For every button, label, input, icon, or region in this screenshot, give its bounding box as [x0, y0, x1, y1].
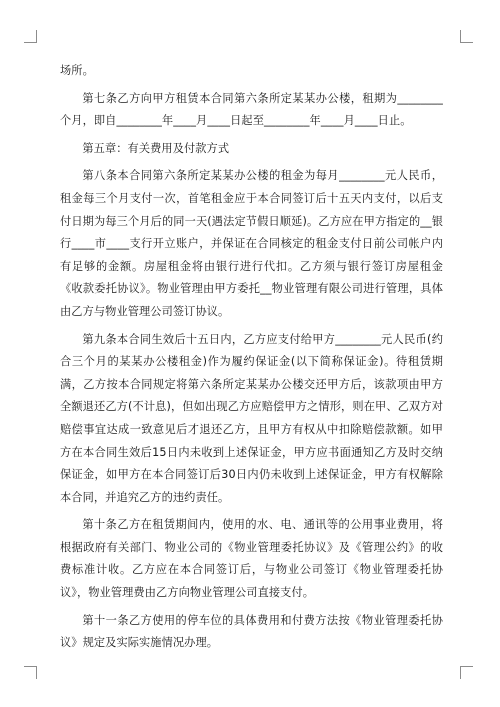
paragraph-article-7: 第七条乙方向甲方租赁本合同第六条所定某某办公楼，租期为________个月，即自________年____月____日起至________年____月____日止。 [60, 91, 443, 128]
page-corner-mark-bottom-left [24, 666, 37, 679]
paragraph-article-8: 第八条本合同第六条所定某某办公楼的租金为每月________元人民币，租金每三个月支付一次，首笔租金应于本合同签订后十五天内支付，以后支付日期为每三个月后的同一天(遇法定节假日顺延)。乙方应在甲方指定的__银行____市____支行开立账户，并保证在合同核定的租金支付日前公司帐户内有足够的金额。房屋租金将由银行进行代扣。乙方须与银行签订房屋租金《收款委托协议》。物业管理由甲方委托__物业管理有限公司进行管理，具体由乙方与物业管理公司签订协议。 [60, 169, 443, 318]
paragraph-continuation: 场所。 [60, 64, 94, 77]
paragraph-article-10: 第十条乙方在租赁期间内，使用的水、电、通讯等的公用事业费用，将根据政府有关部门、物业公司的《物业管理委托协议》及《管理公约》的收费标准计收。乙方应在本合同签订后，与物业公司签订《物业管理委托协议》，物业管理费由乙方向物业管理公司直接支付。 [60, 518, 443, 600]
page-corner-mark-top-right [460, 30, 473, 43]
paragraph-article-11: 第十一条乙方使用的停车位的具体费用和付费方法按《物业管理委托协议》规定及实际实施情况办理。 [60, 613, 443, 650]
document-body [60, 60, 443, 660]
page-corner-mark-bottom-right [460, 666, 473, 679]
paragraph-article-9: 第九条本合同生效后十五日内，乙方应支付给甲方________元人民币(约合三个月的某某办公楼租金)作为履约保证金(以下简称保证金)。待租赁期满，乙方按本合同规定将第六条所定某某办公楼交还甲方后，该款项由甲方全额退还乙方(不计息)，但如出现乙方应赔偿甲方之情形，则在甲、乙双方对赔偿事宜达成一致意见后才退还乙方，且甲方有权从中扣除赔偿款额。如甲方在本合同生效后15日内未收到上述保证金，甲方应书面通知乙方及时交纳保证金，如甲方在本合同签订后30日内仍未收到上述保证金，甲方有权解除本合同，并追究乙方的违约责任。 [60, 332, 443, 504]
chapter-heading-5: 第五章：有关费用及付款方式 [82, 141, 230, 155]
page-corner-mark-top-left [24, 30, 37, 43]
